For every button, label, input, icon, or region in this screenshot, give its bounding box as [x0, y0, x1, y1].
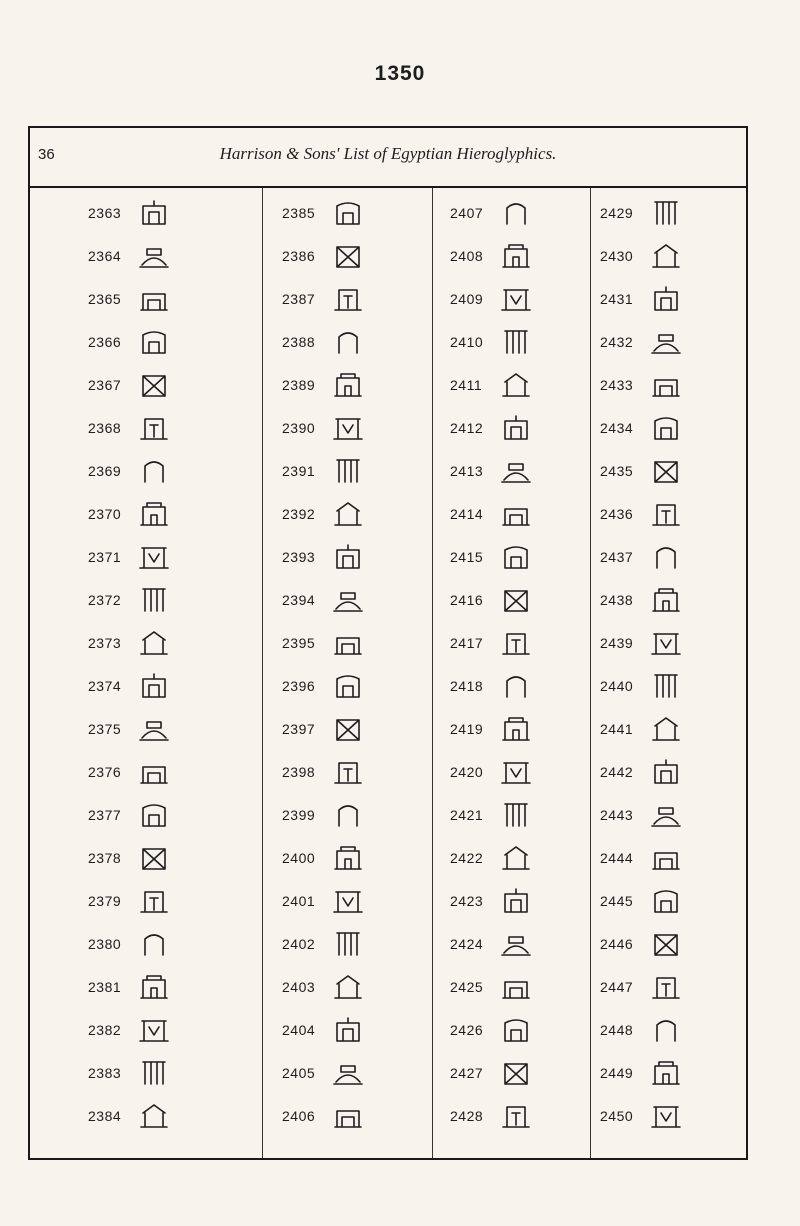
arched-canopy-doors-glyph: [330, 972, 366, 1002]
box-with-door-glyph: [648, 241, 684, 271]
archway-glyph: [648, 800, 684, 830]
glyph-entry: [600, 280, 684, 318]
glyph-entry: [600, 194, 684, 232]
sledge-shrine-variant-glyph: [330, 241, 366, 271]
glyph-number: 2449: [600, 1065, 634, 1081]
glyph-number: 2437: [600, 549, 634, 565]
glyph-entry: [282, 796, 366, 834]
glyph-number: 2427: [450, 1065, 484, 1081]
plate-header: [30, 128, 746, 188]
double-column-glyph: [136, 671, 172, 701]
glyph-entry: [600, 753, 684, 791]
glyph-entry: [88, 882, 172, 920]
flag-on-pole-glyph: [648, 499, 684, 529]
column-divider: [590, 188, 591, 1158]
glyph-number: 2368: [88, 420, 122, 436]
glyph-number: 2389: [282, 377, 316, 393]
glyph-entry: [450, 796, 534, 834]
glyph-number: 2428: [450, 1108, 484, 1124]
tall-pylon-glyph: [498, 929, 534, 959]
glyph-entry: [450, 1054, 534, 1092]
glyph-entry: [600, 237, 684, 275]
glyph-entry: [450, 667, 534, 705]
glyph-number: 2443: [600, 807, 634, 823]
glyph-entry: [450, 925, 534, 963]
star-hall-glyph: [648, 757, 684, 787]
glyph-number: 2394: [282, 592, 316, 608]
glyph-number: 2435: [600, 463, 634, 479]
glyph-number: 2424: [450, 936, 484, 952]
three-panel-door-glyph: [330, 327, 366, 357]
glyph-entry: [282, 710, 366, 748]
lotus-building-glyph: [648, 886, 684, 916]
stepped-shrine-glyph: [136, 886, 172, 916]
seated-figure-with-vessel-glyph: [136, 198, 172, 228]
hall-with-figure-glyph: [136, 757, 172, 787]
glyph-entry: [88, 581, 172, 619]
glyph-number: 2380: [88, 936, 122, 952]
glyph-number: 2419: [450, 721, 484, 737]
arch-glyph: [136, 370, 172, 400]
domed-shrine-variant-glyph: [330, 1058, 366, 1088]
glyph-entry: [600, 409, 684, 447]
glyph-entry: [88, 667, 172, 705]
temple-facade-variant-glyph: [136, 585, 172, 615]
glyph-entry: [600, 366, 684, 404]
glyph-entry: [450, 538, 534, 576]
hall-with-pillars-glyph: [648, 585, 684, 615]
glyph-entry: [88, 1097, 172, 1135]
glyph-entry: [282, 194, 366, 232]
boat-shrine-variant-glyph: [648, 1058, 684, 1088]
glyph-number: 2382: [88, 1022, 122, 1038]
glyph-entry: [282, 581, 366, 619]
chapel-with-statues-glyph: [498, 413, 534, 443]
gateway-with-flagpole-glyph: [498, 843, 534, 873]
glyph-entry: [450, 409, 534, 447]
glyph-entry: [282, 495, 366, 533]
glyph-number: 2433: [600, 377, 634, 393]
glyph-number: 2367: [88, 377, 122, 393]
glyph-number: 2376: [88, 764, 122, 780]
glyph-number: 2412: [450, 420, 484, 436]
glyph-number: 2399: [282, 807, 316, 823]
glyph-number: 2420: [450, 764, 484, 780]
glyph-entry: [450, 968, 534, 1006]
canopied-shrine-glyph: [136, 628, 172, 658]
glyph-number: 2393: [282, 549, 316, 565]
glyph-entry: [88, 366, 172, 404]
chapel-with-pylon-glyph: [498, 499, 534, 529]
pyramid-on-base-glyph: [648, 198, 684, 228]
ornate-shrine-glyph: [330, 628, 366, 658]
glyph-entry: [600, 839, 684, 877]
stela-on-base-glyph: [136, 972, 172, 1002]
pillar-on-base-glyph: [136, 929, 172, 959]
glyph-number: 2390: [282, 420, 316, 436]
glyph-number: 2388: [282, 334, 316, 350]
glyph-entry: [282, 280, 366, 318]
glyph-number: 2370: [88, 506, 122, 522]
glyph-number: 2407: [450, 205, 484, 221]
ornamented-shrine-glyph: [136, 456, 172, 486]
page-number: 1350: [374, 62, 426, 85]
glyph-entry: [450, 280, 534, 318]
glyph-entry: [600, 882, 684, 920]
glyph-number: 2442: [600, 764, 634, 780]
flagpole-with-arch-glyph: [498, 1101, 534, 1131]
glyph-number: 2396: [282, 678, 316, 694]
obelisk-with-disk-glyph: [136, 1015, 172, 1045]
glyph-entry: [600, 452, 684, 490]
glyph-number: 2418: [450, 678, 484, 694]
twin-doors-glyph: [648, 972, 684, 1002]
three-door-chapel-variant-glyph: [498, 241, 534, 271]
glyph-number: 2373: [88, 635, 122, 651]
glyph-number: 2425: [450, 979, 484, 995]
glyph-entry: [450, 495, 534, 533]
four-door-canopy-glyph: [330, 929, 366, 959]
gridded-building-glyph: [136, 1058, 172, 1088]
glyph-entry: [600, 968, 684, 1006]
glyph-entry: [450, 194, 534, 232]
glyph-entry: [600, 710, 684, 748]
glyph-entry: [88, 409, 172, 447]
temple-facade-glyph: [136, 542, 172, 572]
glyph-number: 2375: [88, 721, 122, 737]
glyph-number: 2387: [282, 291, 316, 307]
gabled-shrine-glyph: [498, 1015, 534, 1045]
glyph-entry: [88, 1054, 172, 1092]
glyph-entry: [600, 581, 684, 619]
glyph-number: 2374: [88, 678, 122, 694]
glyph-number: 2395: [282, 635, 316, 651]
glyph-number: 2379: [88, 893, 122, 909]
glyph-number: 2369: [88, 463, 122, 479]
glyph-number: 2372: [88, 592, 122, 608]
glyph-entry: [282, 409, 366, 447]
chapel-with-flag-glyph: [498, 671, 534, 701]
glyph-entry: [88, 237, 172, 275]
domed-shrine-second-variant-glyph: [330, 1101, 366, 1131]
glyph-number: 2426: [450, 1022, 484, 1038]
glyph-number: 2422: [450, 850, 484, 866]
glyph-entry: [282, 624, 366, 662]
vessel-with-steam-glyph: [648, 714, 684, 744]
glyph-entry: [282, 925, 366, 963]
glyph-entry: [282, 1011, 366, 1049]
triple-door-shrine-glyph: [330, 757, 366, 787]
glyph-entry: [282, 1054, 366, 1092]
glyph-number: 2445: [600, 893, 634, 909]
figure-in-arch-glyph: [136, 1101, 172, 1131]
glyph-number: 2371: [88, 549, 122, 565]
glyph-entry: [88, 839, 172, 877]
ornate-chapel-glyph: [498, 327, 534, 357]
stacked-ropes-glyph: [330, 413, 366, 443]
glyph-number: 2392: [282, 506, 316, 522]
glyph-entry: [88, 538, 172, 576]
panelled-shrine-glyph: [330, 671, 366, 701]
columned-hall-glyph: [136, 800, 172, 830]
glyph-entry: [450, 366, 534, 404]
glyph-number: 2432: [600, 334, 634, 350]
glyph-plate: [28, 126, 748, 1160]
bolt-glyph: [136, 843, 172, 873]
column-divider: [432, 188, 433, 1158]
glyph-number: 2438: [600, 592, 634, 608]
glyph-number: 2400: [282, 850, 316, 866]
glyph-entry: [600, 796, 684, 834]
arched-columns-glyph: [330, 499, 366, 529]
roofed-box-glyph: [498, 1058, 534, 1088]
glyph-number: 2415: [450, 549, 484, 565]
glyph-entry: [600, 624, 684, 662]
glyph-entry: [600, 667, 684, 705]
glyph-number: 2450: [600, 1108, 634, 1124]
brick-row-glyph: [330, 284, 366, 314]
sledge-shrine-glyph: [330, 198, 366, 228]
house-with-roof-glyph: [498, 886, 534, 916]
glyph-number: 2402: [282, 936, 316, 952]
glyph-number: 2403: [282, 979, 316, 995]
shrine-on-stand-glyph: [136, 499, 172, 529]
glyph-number: 2381: [88, 979, 122, 995]
glyph-entry: [450, 237, 534, 275]
domed-building-glyph: [648, 456, 684, 486]
glyph-entry: [282, 968, 366, 1006]
tall-shrine-glyph: [648, 628, 684, 658]
comb-box-glyph: [648, 929, 684, 959]
four-door-chapel-glyph: [498, 284, 534, 314]
glyph-entry: [450, 624, 534, 662]
glyph-entry: [450, 323, 534, 361]
glyph-entry: [600, 1011, 684, 1049]
glyph-entry: [450, 882, 534, 920]
glyph-number: 2441: [600, 721, 634, 737]
glyph-number: 2446: [600, 936, 634, 952]
column-divider: [262, 188, 263, 1158]
glyph-number: 2405: [282, 1065, 316, 1081]
glyph-entry: [282, 882, 366, 920]
glyph-entry: [600, 925, 684, 963]
glyph-entry: [282, 839, 366, 877]
rounded-niche-glyph: [330, 714, 366, 744]
shrine-with-figure-glyph: [136, 327, 172, 357]
glyph-number: 2439: [600, 635, 634, 651]
glyph-number: 2408: [450, 248, 484, 264]
glyph-entry: [88, 194, 172, 232]
glyph-number: 2440: [600, 678, 634, 694]
canopy-doors-variant-glyph: [330, 843, 366, 873]
glyph-entry: [88, 753, 172, 791]
glyph-number: 2404: [282, 1022, 316, 1038]
chapel-with-animal-glyph: [498, 542, 534, 572]
glyph-number: 2366: [88, 334, 122, 350]
glyph-number: 2378: [88, 850, 122, 866]
chapel-with-figures-glyph: [498, 370, 534, 400]
plate-title: Harrison & Sons' List of Egyptian Hieroglyphics.: [219, 144, 557, 163]
glyph-entry: [88, 323, 172, 361]
glyph-entry: [450, 452, 534, 490]
crossed-frame-glyph: [136, 284, 172, 314]
gabled-box-glyph: [648, 284, 684, 314]
glyph-entry: [450, 1097, 534, 1135]
chapel-with-comb-glyph: [498, 585, 534, 615]
domed-shrine-glyph: [330, 1015, 366, 1045]
glyph-entry: [88, 796, 172, 834]
glyph-number: 2385: [282, 205, 316, 221]
glyph-number: 2429: [600, 205, 634, 221]
glyph-number: 2447: [600, 979, 634, 995]
arched-chapel-glyph: [498, 628, 534, 658]
glyph-number: 2398: [282, 764, 316, 780]
glyph-entry: [282, 452, 366, 490]
chapel-doors-glyph: [330, 542, 366, 572]
glyph-number: 2414: [450, 506, 484, 522]
glyph-entry: [282, 667, 366, 705]
glyph-number: 2417: [450, 635, 484, 651]
glyph-entry: [88, 452, 172, 490]
glyph-number: 2397: [282, 721, 316, 737]
glyph-entry: [450, 710, 534, 748]
glyph-number: 2391: [282, 463, 316, 479]
glyph-entry: [88, 710, 172, 748]
glyph-number: 2431: [600, 291, 634, 307]
glyph-number: 2410: [450, 334, 484, 350]
chequered-gate-glyph: [498, 972, 534, 1002]
glyph-number: 2430: [600, 248, 634, 264]
domed-chapel-with-mast-glyph: [498, 800, 534, 830]
pylon-and-box-glyph: [648, 327, 684, 357]
cloud-shrine-glyph: [648, 843, 684, 873]
glyph-entry: [282, 366, 366, 404]
glyph-number: 2421: [450, 807, 484, 823]
glyph-number: 2416: [450, 592, 484, 608]
glyph-number: 2436: [600, 506, 634, 522]
glyph-number: 2423: [450, 893, 484, 909]
glyph-entry: [600, 495, 684, 533]
pillared-frame-glyph: [330, 585, 366, 615]
glyph-entry: [600, 1054, 684, 1092]
glyph-entry: [88, 495, 172, 533]
glyph-entry: [282, 323, 366, 361]
boat-shrine-glyph: [648, 1015, 684, 1045]
glyph-entry: [600, 1097, 684, 1135]
small-box-glyph: [136, 714, 172, 744]
glyph-number: 2406: [282, 1108, 316, 1124]
glyph-entry: [88, 968, 172, 1006]
plate-number: 36: [38, 146, 55, 163]
fringed-box-glyph: [648, 1101, 684, 1131]
glyph-entry: [88, 1011, 172, 1049]
glyph-entry: [88, 624, 172, 662]
glyph-number: 2411: [450, 377, 483, 393]
glyph-number: 2383: [88, 1065, 122, 1081]
panelled-house-glyph: [648, 671, 684, 701]
glyph-number: 2365: [88, 291, 122, 307]
glyph-entry: [88, 925, 172, 963]
glyph-entry: [450, 753, 534, 791]
gateway-with-door-glyph: [136, 413, 172, 443]
glyph-number: 2401: [282, 893, 316, 909]
glyph-number: 2386: [282, 248, 316, 264]
glyph-entry: [600, 323, 684, 361]
glyph-entry: [600, 538, 684, 576]
glyph-entry: [282, 753, 366, 791]
glyph-entry: [282, 538, 366, 576]
glyph-number: 2377: [88, 807, 122, 823]
glyph-entry: [450, 581, 534, 619]
shrine-base-glyph: [136, 241, 172, 271]
pylon-with-stair-glyph: [648, 370, 684, 400]
glyph-number: 2384: [88, 1108, 122, 1124]
decorated-canopy-glyph: [330, 886, 366, 916]
glyph-entry: [282, 237, 366, 275]
glyph-number: 2409: [450, 291, 484, 307]
gabled-doorway-glyph: [648, 413, 684, 443]
glyph-entry: [450, 1011, 534, 1049]
pylon-with-roof-glyph: [498, 757, 534, 787]
glyph-number: 2444: [600, 850, 634, 866]
glyph-number: 2434: [600, 420, 634, 436]
roofed-house-glyph: [648, 542, 684, 572]
glyph-number: 2363: [88, 205, 122, 221]
glyph-entry: [88, 280, 172, 318]
glyph-number: 2413: [450, 463, 484, 479]
glyph-entry: [450, 839, 534, 877]
glyph-number: 2364: [88, 248, 122, 264]
plant-glyph: [330, 456, 366, 486]
stacked-tablets-glyph: [330, 370, 366, 400]
glyph-entry: [282, 1097, 366, 1135]
three-door-chapel-glyph: [498, 198, 534, 228]
glyph-number: 2448: [600, 1022, 634, 1038]
chapel-on-step-glyph: [498, 456, 534, 486]
chapel-on-platform-glyph: [498, 714, 534, 744]
canopy-doors-glyph: [330, 800, 366, 830]
